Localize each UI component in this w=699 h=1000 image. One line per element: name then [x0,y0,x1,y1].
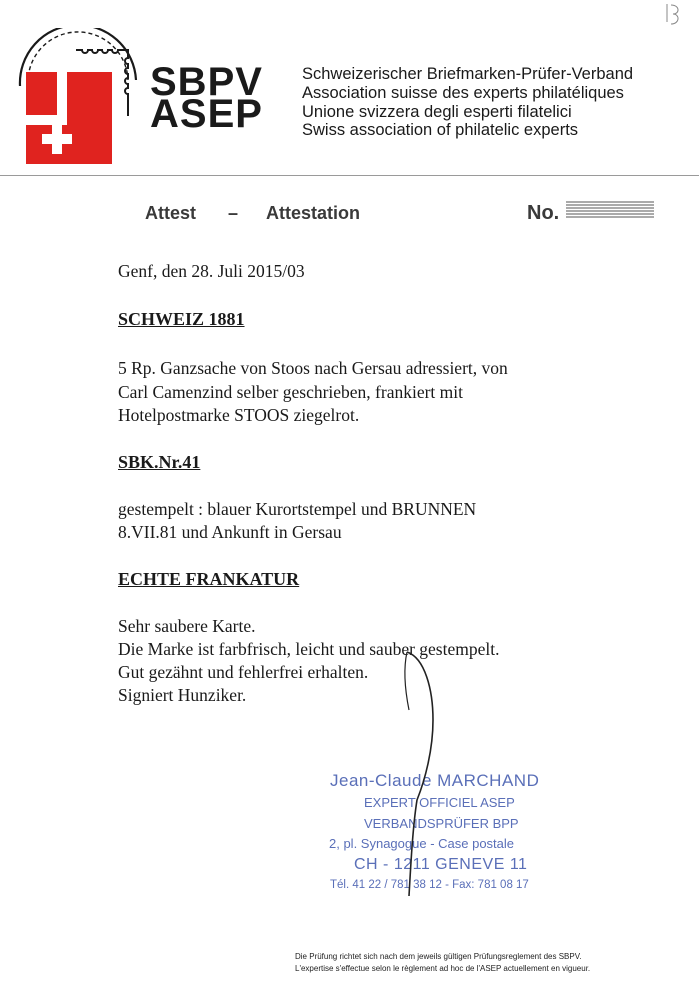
condition-line-4: Signiert Hunziker. [118,685,247,705]
brand-sbpv: SBPV [150,60,263,104]
association-fr: Association suisse des experts philatéliques [302,84,624,102]
stamp-city: CH - 1211 GENEVE 11 [354,856,528,873]
sbpv-logo [8,28,138,168]
heading-catalogue-number: SBK.Nr.41 [118,452,201,472]
association-en: Swiss association of philatelic experts [302,121,579,139]
cancel-line-1: gestempelt : blauer Kurortstempel und BRUNNEN [118,499,477,519]
condition-line-3: Gut gezähnt und fehlerfrei erhalten. [118,662,369,682]
stamp-title-bpp: VERBANDSPRÜFER BPP [364,816,519,831]
cancel-line-2: 8.VII.81 und Ankunft in Gersau [118,522,342,542]
brand-asep: ASEP [150,92,263,136]
title-dash: – [228,203,239,223]
heading-country-year: SCHWEIZ 1881 [118,309,245,329]
description-line-3: Hotelpostmarke STOOS ziegelrot. [118,405,360,425]
date-line: Genf, den 28. Juli 2015/03 [118,261,305,281]
pencil-mark [664,2,684,28]
handwritten-signature [395,650,445,900]
condition-line-1: Sehr saubere Karte. [118,616,256,636]
association-it: Unione svizzera degli esperti filatelici [302,103,572,121]
association-de: Schweizerischer Briefmarken-Prüfer-Verband [302,65,634,83]
number-label: No. [527,202,560,224]
number-field-lines [566,200,654,220]
heading-franking: ECHTE FRANKATUR [118,569,300,589]
stamp-expert-name: Jean-Claude MARCHAND [330,771,540,790]
description-line-2: Carl Camenzind selber geschrieben, frankiert mit [118,382,464,402]
footer-french: L'expertise s'effectue selon le règlement ad hoc de l'ASEP actuellement en vigueur. [295,964,591,973]
header-divider [0,175,699,176]
condition-line-2: Die Marke ist farbfrisch, leicht und sauber gestempelt. [118,639,500,659]
stamp-phone-fax: Tél. 41 22 / 781 38 12 - Fax: 781 08 17 [330,879,529,891]
stamp-address: 2, pl. Synagogue - Case postale [329,836,515,851]
footer-german: Die Prüfung richtet sich nach dem jeweils gültigen Prüfungsreglement des SBPV. [295,952,582,961]
attestation-label: Attestation [266,203,360,223]
description-line-1: 5 Rp. Ganzsache von Stoos nach Gersau adressiert, von [118,358,508,378]
stamp-title-asep: EXPERT OFFICIEL ASEP [364,795,515,810]
attest-label: Attest [145,203,197,223]
